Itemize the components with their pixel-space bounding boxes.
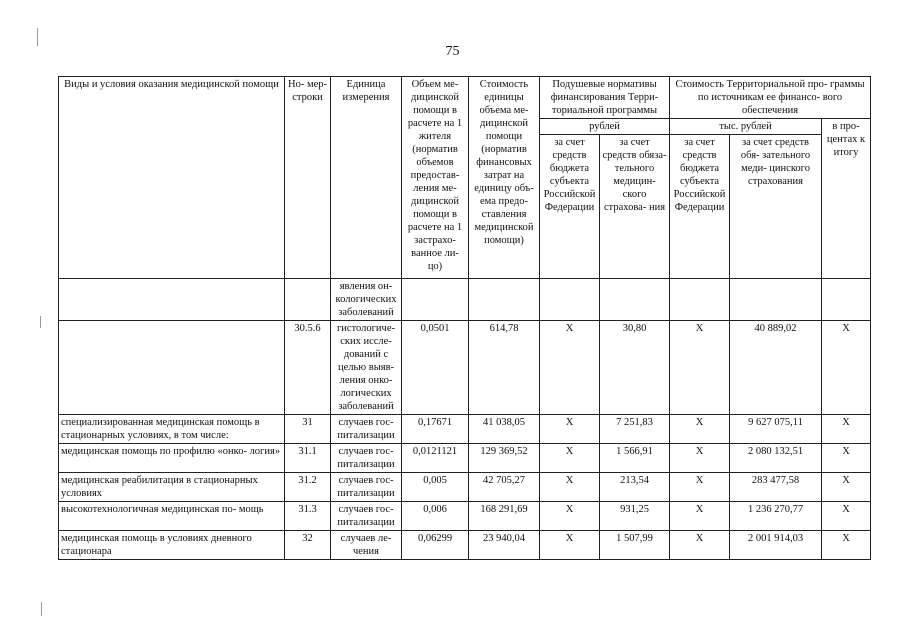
header-per-capita-budget: за счет средств бюджета субъекта Российской Федерации [540, 135, 600, 279]
header-cost-budget: за счет средств бюджета субъекта Российской Федерации [670, 135, 730, 279]
table-row: медицинская помощь по профилю «онко- логия» 31.1 случаев гос- питализации 0,0121121 129 369,52 Х 1 566,91 Х 2 080 132,51 Х [59, 444, 871, 473]
table-row: медицинская помощь в условиях дневного стационара 32 случаев ле- чения 0,06299 23 940,04 Х 1 507,99 Х 2 001 914,03 Х [59, 531, 871, 560]
header-rubles: рублей [540, 119, 670, 135]
header-volume: Объем ме- дицинской помощи в расчете на 1 жителя (норматив объемов предостав- ления ме- дицинской помощи в расчете на 1 застрахо- ванное ли- цо) [402, 77, 469, 279]
table-row: явления он- кологических заболеваний [59, 279, 871, 321]
header-thousand-rubles: тыс. рублей [670, 119, 822, 135]
header-cost-oms: за счет средств обя- зательного меди- цинского страхования [730, 135, 822, 279]
header-program-cost: Стоимость Территориальной про- граммы по источникам ее финансо- вого обеспечения [670, 77, 871, 119]
header-unit: Единица измерения [331, 77, 402, 279]
page-number: 75 [445, 44, 460, 59]
header-percent: в про- центах к итогу [822, 119, 871, 279]
header-unit-cost: Стоимость единицы объема ме- дицинской помощи (норматив финансовых затрат на единицу объ- ема предо- ставления медицинской помощи) [469, 77, 540, 279]
header-per-capita-oms: за счет средств обяза- тельного медицин- ского страхова- ния [600, 135, 670, 279]
scan-mark-middle [40, 316, 41, 328]
header-per-capita: Подушевые нормативы финансирования Терри- ториальной программы [540, 77, 670, 119]
header-kind: Виды и условия оказания медицинской помощи [59, 77, 285, 279]
table-row: специализированная медицинская помощь в стационарных условиях, в том числе: 31 случаев гос- питализации 0,17671 41 038,05 Х 7 251,83 Х 9 627 075,11 Х [59, 415, 871, 444]
header-row-1 [59, 77, 871, 119]
table-row: высокотехнологичная медицинская по- мощь 31.3 случаев гос- питализации 0,006 168 291,69 Х 931,25 Х 1 236 270,77 Х [59, 502, 871, 531]
table-row: медицинская реабилитация в стационарных условиях 31.2 случаев гос- питализации 0,005 42 705,27 Х 213,54 Х 283 477,58 Х [59, 473, 871, 502]
table-row: 30.5.6 гистологиче- ских иссле- дований с целью выяв- ления онко- логических заболеваний 0,0501 614,78 Х 30,80 Х 40 889,02 Х [59, 321, 871, 415]
program-cost-table [58, 76, 871, 560]
header-line-number: Но- мер- строки [285, 77, 331, 279]
scan-mark-bottom [41, 602, 42, 616]
